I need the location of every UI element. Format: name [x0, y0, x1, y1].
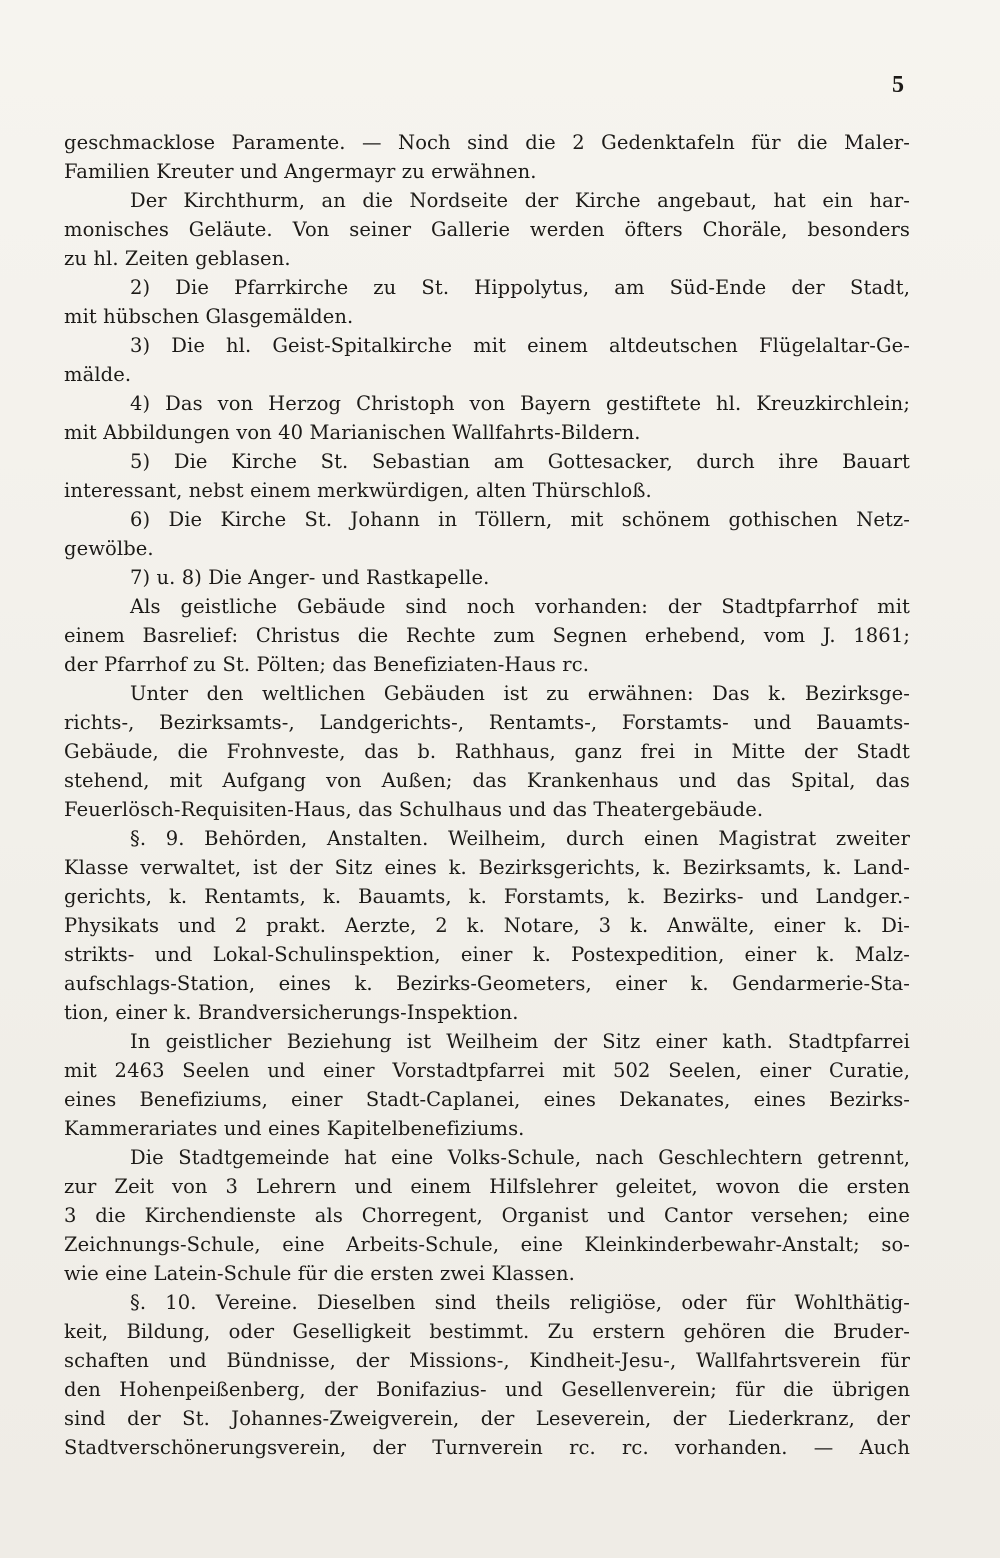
text-line: zu hl. Zeiten geblasen.	[64, 247, 291, 270]
text-line: Physikats und 2 prakt. Aerzte, 2 k. Notare, 3 k. Anwälte, einer k. Di-	[64, 914, 910, 937]
text-line: der Pfarrhof zu St. Pölten; das Benefiziaten-Haus rc.	[64, 653, 590, 676]
text-line: Familien Kreuter und Angermayr zu erwähnen.	[64, 160, 537, 183]
text-line: gewölbe.	[64, 537, 154, 560]
text-line: Klasse verwaltet, ist der Sitz eines k. Bezirksgerichts, k. Bezirksamts, k. Land-	[64, 856, 910, 879]
text-line: richts-, Bezirksamts-, Landgerichts-, Rentamts-, Forstamts- und Bauamts-	[64, 711, 910, 734]
text-line: gerichts, k. Rentamts, k. Bauamts, k. Forstamts, k. Bezirks- und Landger.-	[64, 885, 910, 908]
text-line: Als geistliche Gebäude sind noch vorhanden: der Stadtpfarrhof mit	[130, 595, 910, 618]
text-line: zur Zeit von 3 Lehrern und einem Hilfslehrer geleitet, wovon die ersten	[64, 1175, 910, 1198]
text-line: §. 10. Vereine. Dieselben sind theils religiöse, oder für Wohlthätig-	[130, 1291, 910, 1314]
text-line: Zeichnungs-Schule, eine Arbeits-Schule, eine Kleinkinderbewahr-Anstalt; so-	[64, 1233, 910, 1256]
text-line: Kammerariates und eines Kapitelbenefiziums.	[64, 1117, 525, 1140]
text-line: 4) Das von Herzog Christoph von Bayern gestiftete hl. Kreuzkirchlein;	[130, 392, 910, 415]
text-line: 3 die Kirchendienste als Chorregent, Organist und Cantor versehen; eine	[64, 1204, 910, 1227]
text-line: Die Stadtgemeinde hat eine Volks-Schule, nach Geschlechtern getrennt,	[130, 1146, 910, 1169]
text-line: mälde.	[64, 363, 132, 386]
text-line: §. 9. Behörden, Anstalten. Weilheim, durch einen Magistrat zweiter	[130, 827, 910, 850]
text-line: 2) Die Pfarrkirche zu St. Hippolytus, am Süd-Ende der Stadt,	[130, 276, 910, 299]
text-line: 5) Die Kirche St. Sebastian am Gottesacker, durch ihre Bauart	[130, 450, 910, 473]
text-line: aufschlags-Station, eines k. Bezirks-Geometers, einer k. Gendarmerie-Sta-	[64, 972, 910, 995]
text-line: sind der St. Johannes-Zweigverein, der Leseverein, der Liederkranz, der	[64, 1407, 910, 1430]
page-number: 5	[892, 72, 904, 98]
text-line: mit hübschen Glasgemälden.	[64, 305, 354, 328]
text-line: strikts- und Lokal-Schulinspektion, einer k. Postexpedition, einer k. Malz-	[64, 943, 910, 966]
text-line: Feuerlösch-Requisiten-Haus, das Schulhaus und das Theatergebäude.	[64, 798, 764, 821]
body-text	[64, 128, 910, 1462]
text-line: interessant, nebst einem merkwürdigen, alten Thürschloß.	[64, 479, 652, 502]
text-line: Der Kirchthurm, an die Nordseite der Kirche angebaut, hat ein har-	[130, 189, 910, 212]
text-line: In geistlicher Beziehung ist Weilheim der Sitz einer kath. Stadtpfarrei	[130, 1030, 910, 1053]
text-line: monisches Geläute. Von seiner Gallerie werden öfters Choräle, besonders	[64, 218, 910, 241]
text-line: tion, einer k. Brandversicherungs-Inspektion.	[64, 1001, 519, 1024]
text-line: Unter den weltlichen Gebäuden ist zu erwähnen: Das k. Bezirksge-	[130, 682, 910, 705]
text-line: mit 2463 Seelen und einer Vorstadtpfarrei mit 502 Seelen, einer Curatie,	[64, 1059, 910, 1082]
text-line: mit Abbildungen von 40 Marianischen Wallfahrts-Bildern.	[64, 421, 641, 444]
text-line: stehend, mit Aufgang von Außen; das Krankenhaus und das Spital, das	[64, 769, 910, 792]
text-line: wie eine Latein-Schule für die ersten zwei Klassen.	[64, 1262, 575, 1285]
text-line: eines Benefiziums, einer Stadt-Caplanei, eines Dekanates, eines Bezirks-	[64, 1088, 910, 1111]
text-line: 3) Die hl. Geist-Spitalkirche mit einem altdeutschen Flügelaltar-Ge-	[130, 334, 910, 357]
text-line: Gebäude, die Frohnveste, das b. Rathhaus, ganz frei in Mitte der Stadt	[64, 740, 910, 763]
text-line: geschmacklose Paramente. — Noch sind die 2 Gedenktafeln für die Maler-	[64, 131, 910, 154]
text-line: schaften und Bündnisse, der Missions-, Kindheit-Jesu-, Wallfahrtsverein für	[64, 1349, 910, 1372]
text-line: Stadtverschönerungsverein, der Turnverein rc. rc. vorhanden. — Auch	[64, 1436, 910, 1459]
text-line: den Hohenpeißenberg, der Bonifazius- und Gesellenverein; für die übrigen	[64, 1378, 910, 1401]
text-line: 7) u. 8) Die Anger- und Rastkapelle.	[130, 566, 490, 589]
text-line: 6) Die Kirche St. Johann in Töllern, mit schönem gothischen Netz-	[130, 508, 910, 531]
text-line: einem Basrelief: Christus die Rechte zum Segnen erhebend, vom J. 1861;	[64, 624, 910, 647]
text-line: keit, Bildung, oder Geselligkeit bestimmt. Zu erstern gehören die Bruder-	[64, 1320, 910, 1343]
